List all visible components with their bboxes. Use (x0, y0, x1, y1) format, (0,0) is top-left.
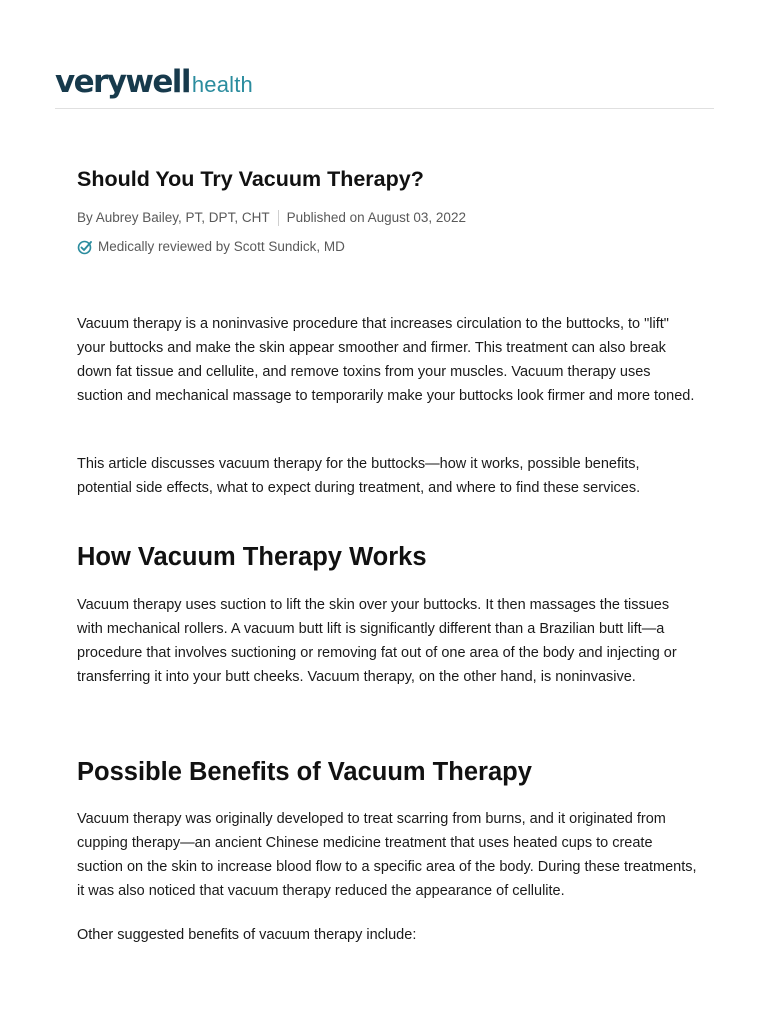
section-paragraph: Vacuum therapy was originally developed to treat scarring from burns, and it originated from cupping therapy—an ancient Chinese medicine treatment that uses heated cups to create suction on the skin to increase blood flow to a specific area of the body. During these treatments, it was also noticed that vacuum therapy reduced the appearance of cellulite. (77, 811, 697, 899)
article-title: Should You Try Vacuum Therapy? (77, 167, 424, 191)
verified-check-icon (77, 239, 93, 255)
byline-divider (278, 210, 279, 226)
section-heading-how-it-works: How Vacuum Therapy Works (77, 543, 427, 571)
article-byline (77, 209, 466, 226)
logo-subbrand: health (191, 72, 253, 97)
byline-published-date: Published on August 03, 2022 (286, 210, 466, 225)
byline-author[interactable]: By Aubrey Bailey, PT, DPT, CHT (77, 210, 270, 225)
medical-reviewer[interactable]: Medically reviewed by Scott Sundick, MD (98, 239, 345, 254)
section-heading-benefits: Possible Benefits of Vacuum Therapy (77, 758, 532, 786)
section-paragraph: Other suggested benefits of vacuum therapy include: (77, 927, 417, 943)
site-header (55, 62, 714, 109)
section-paragraph: Vacuum therapy uses suction to lift the skin over your buttocks. It then massages the tissues with mechanical rollers. A vacuum butt lift is significantly different than a Brazilian butt lift—a procedure that involves suctioning or removing fat out of one area of the body and injecting or transferring it into your butt cheeks. Vacuum therapy, on the other hand, is noninvasive. (77, 597, 677, 685)
medical-review (77, 238, 345, 255)
intro-paragraph-1: Vacuum therapy is a noninvasive procedure that increases circulation to the buttocks, to "lift" your buttocks and make the skin appear smoother and firmer. This treatment can also break down fat tissue and cellulite, and remove toxins from your muscles. Vacuum therapy uses suction and mechanical massage to temporarily make your buttocks look firmer and more toned. (77, 316, 695, 404)
logo-wordmark: verywell (55, 64, 190, 100)
intro-paragraph-2: This article discusses vacuum therapy for the buttocks—how it works, possible benefits, potential side effects, what to expect during treatment, and where to find these services. (77, 456, 641, 496)
site-logo[interactable] (55, 62, 253, 105)
